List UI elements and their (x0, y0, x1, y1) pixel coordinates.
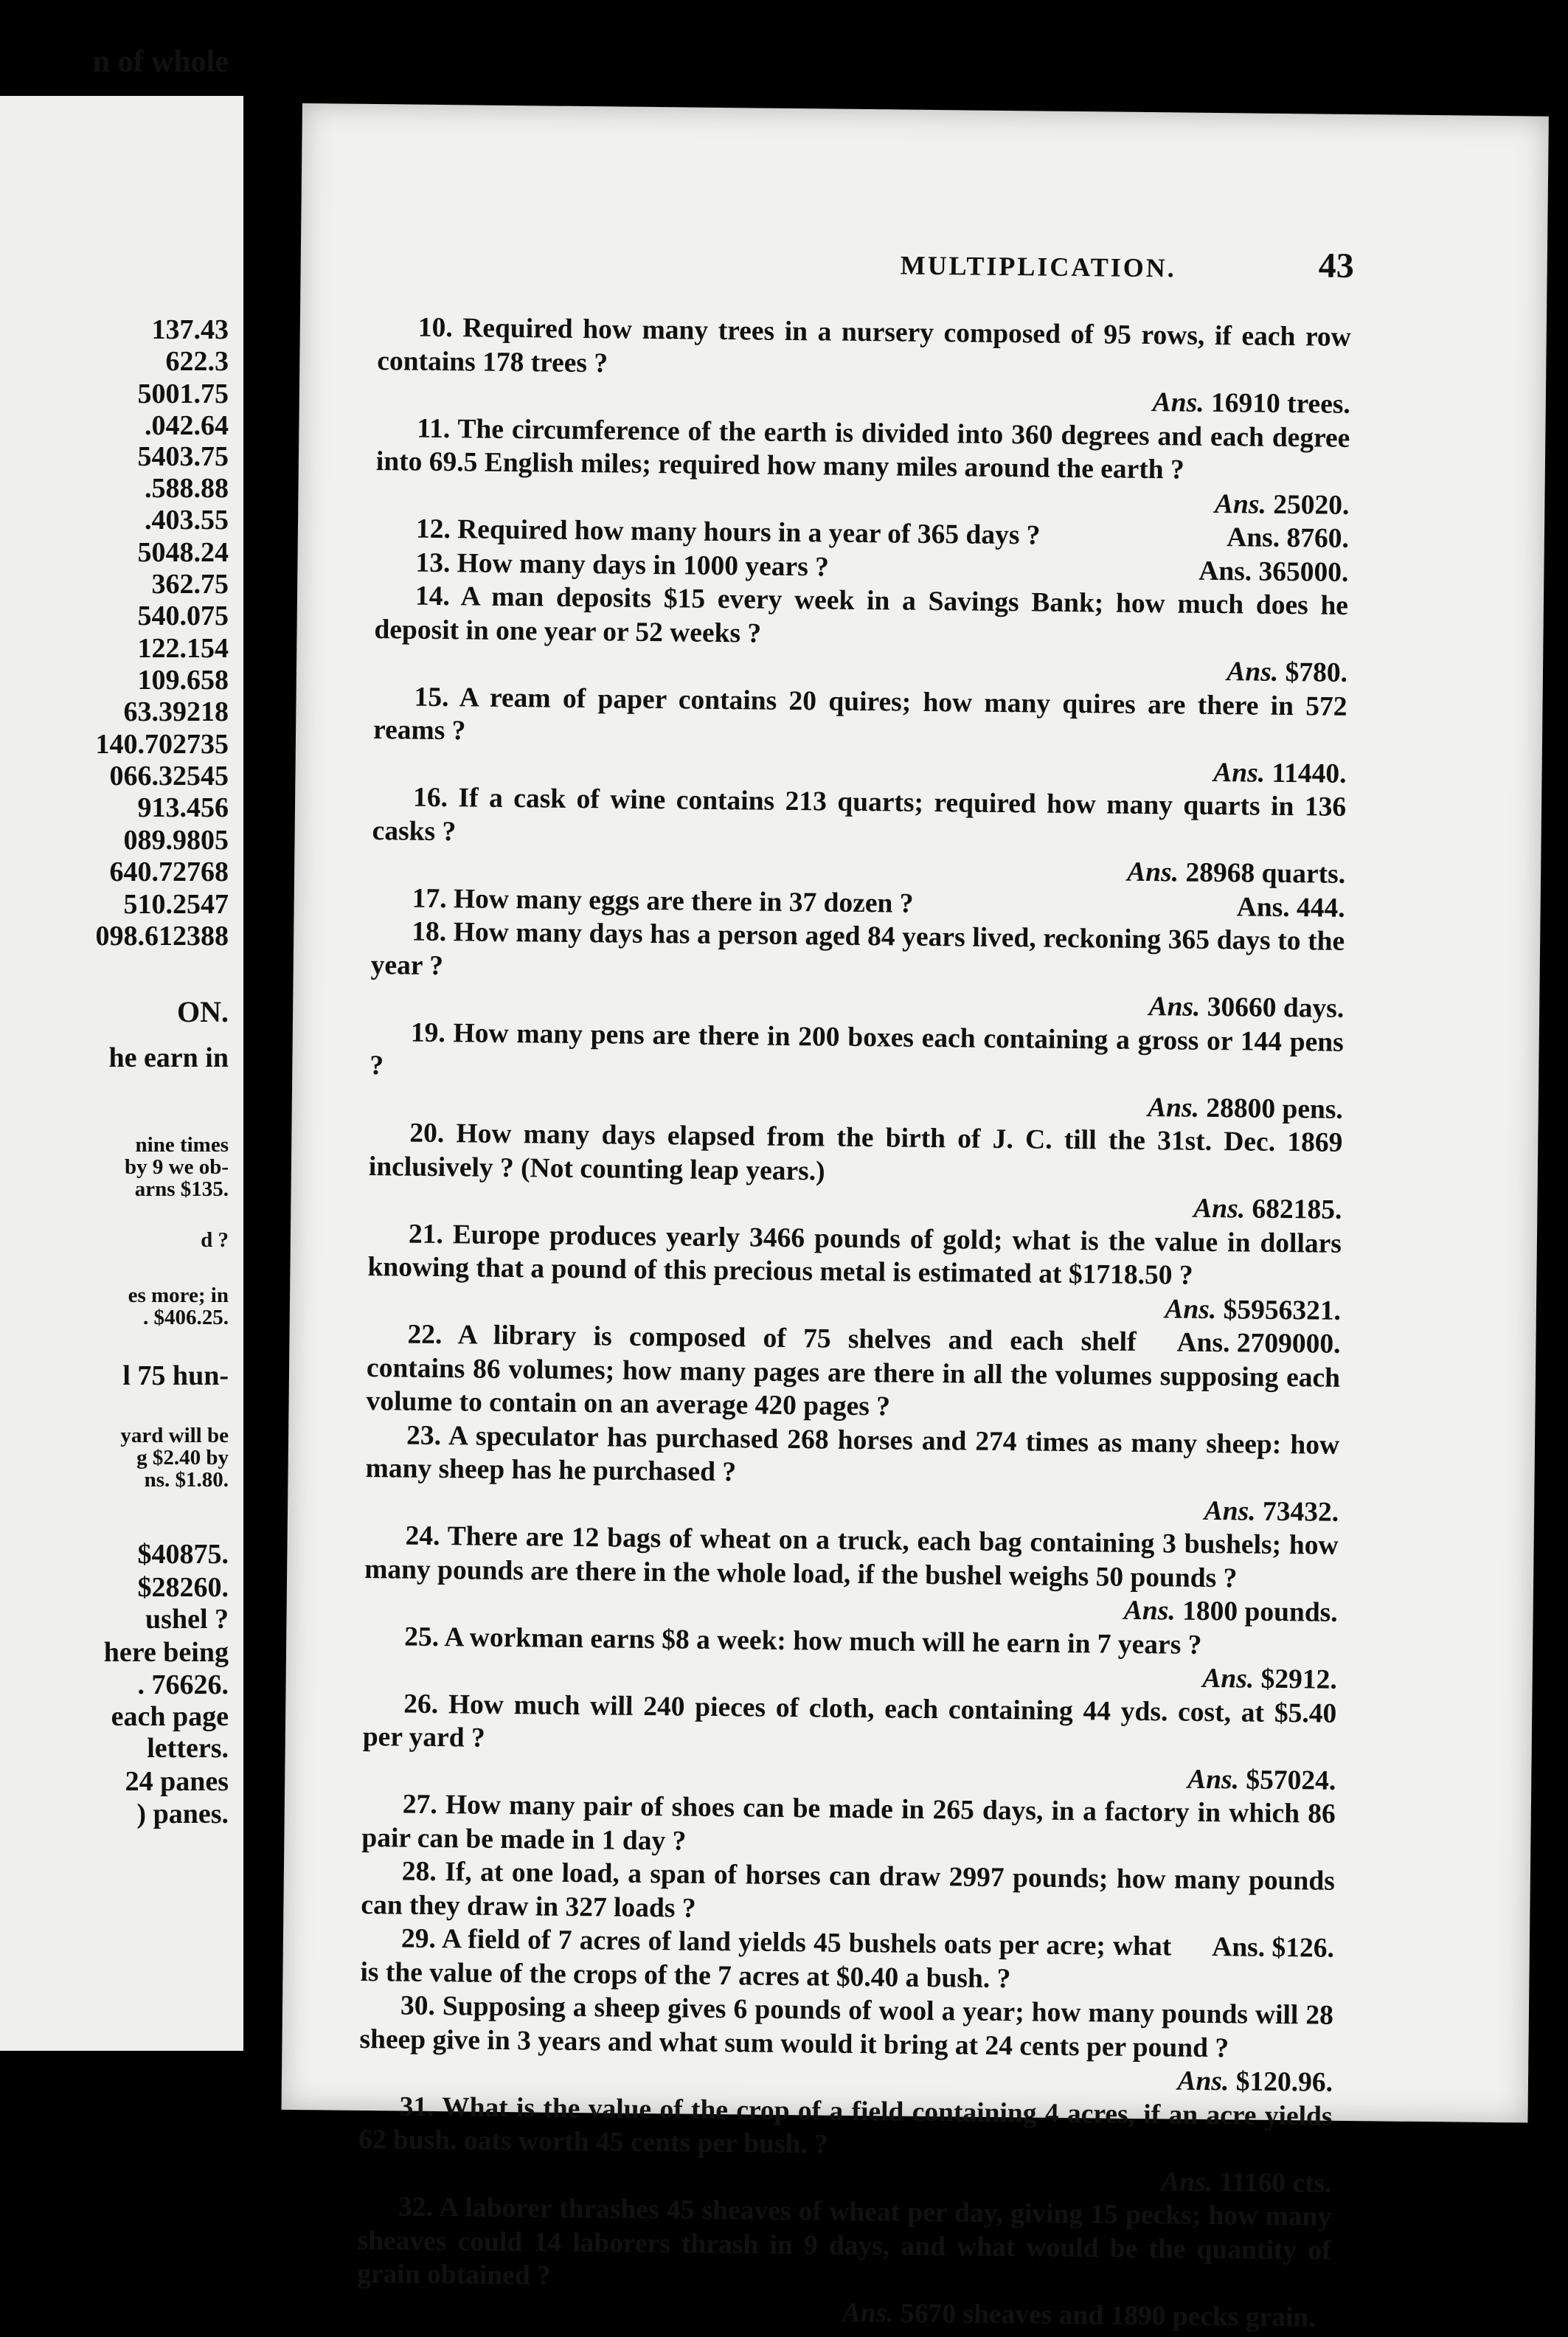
left-page-line: ushel ? (145, 1604, 229, 1635)
answer-value: $126. (1272, 1932, 1335, 1964)
answer-value: $780. (1285, 657, 1348, 688)
right-page (282, 103, 1549, 2333)
answer-value: 11440. (1272, 758, 1347, 789)
answer-value: 16910 trees. (1210, 387, 1351, 420)
left-page-line: 510.2547 (123, 889, 229, 920)
problem-item (362, 1686, 1336, 1797)
left-page-line: 109.658 (137, 665, 229, 696)
problem-text: 11. The circumference of the earth is divided into 360 degrees and each degree into 69.5 English miles; required how many miles around the earth ? (375, 413, 1350, 485)
answer-value: 11160 cts. (1219, 2167, 1332, 2199)
problem-item (361, 1787, 1336, 1865)
problem-item (368, 1116, 1342, 1227)
problem-item (358, 2089, 1332, 2200)
left-page-line: yard will be (120, 1424, 229, 1447)
left-page-line: 140.702735 (95, 729, 229, 760)
answer-label: Ans. (1127, 856, 1179, 888)
answer-value: $57024. (1246, 1765, 1336, 1796)
left-page-line: 540.075 (137, 600, 229, 631)
left-page-line: 089.9805 (123, 825, 229, 856)
left-page-line: letters. (147, 1733, 229, 1764)
problem-item (374, 579, 1348, 690)
answer-value: 682185. (1252, 1194, 1342, 1225)
left-page-line: here being (103, 1637, 229, 1668)
problem-list (356, 311, 1351, 2335)
problem-text: 21. Europe produces yearly 3466 pounds of gold; what is the value in dollars knowing that a pound of this precious metal is estimated at $1718.50 ? (367, 1219, 1342, 1291)
problem-text: 25. A workman earns $8 a week: how much will he earn in 7 years ? (404, 1621, 1202, 1661)
problem-text: 22. A library is composed of 75 shelves and each shelf contains 86 volumes; how many pages are there in all the volumes supposing each volume to contain on an average 420 pages ? (366, 1319, 1341, 1422)
answer-value: 25020. (1273, 489, 1350, 521)
problem-item (366, 1318, 1340, 1428)
left-page-line: arns $135. (134, 1177, 229, 1201)
answer-label: Ans. (1204, 1495, 1256, 1527)
left-page-line: .403.55 (145, 505, 229, 536)
answer-label: Ans. (1227, 657, 1279, 688)
left-page-fragment (0, 45, 243, 2051)
left-page-line: $40875. (137, 1539, 229, 1570)
problem-item (365, 1419, 1339, 1529)
left-page-line: 362.75 (151, 569, 229, 600)
answer-label: Ans. (1187, 1764, 1240, 1795)
left-page-line: 122.154 (137, 633, 229, 664)
page-number: 43 (1318, 246, 1355, 285)
answer-label: Ans. (1202, 1663, 1255, 1694)
left-page-line: 913.456 (137, 792, 229, 823)
left-page-line: he earn in (108, 1042, 229, 1073)
answer-value: 28800 pens. (1206, 1093, 1344, 1125)
problem-item (364, 1619, 1338, 1697)
problem-answer (356, 2291, 1330, 2334)
left-page-line: 622.3 (165, 346, 229, 377)
problem-item (367, 1217, 1342, 1328)
problem-item (356, 2190, 1331, 2335)
left-page-line: 5001.75 (137, 378, 229, 409)
left-page-line: 5048.24 (137, 537, 229, 568)
answer-label: Ans. (1148, 991, 1201, 1022)
left-page-line: .588.88 (145, 473, 229, 504)
left-page-line: 066.32545 (109, 761, 229, 792)
left-page-line: es more; in (128, 1284, 229, 1307)
answer-value: 8760. (1286, 523, 1350, 554)
answer-label: Ans. (842, 2297, 894, 2329)
problem-item (370, 915, 1345, 1025)
answer-label: Ans. (1227, 522, 1280, 553)
problem-answer (1196, 890, 1345, 925)
problem-text: 15. A ream of paper contains 20 quires; how many quires are there in 572 reams ? (372, 682, 1347, 747)
left-page-line: n of whole (92, 45, 229, 79)
problem-item (359, 1989, 1333, 2099)
answer-value: 2709000. (1236, 1328, 1341, 1360)
left-page-line: g $2.40 by (136, 1446, 229, 1469)
answer-value: 444. (1296, 892, 1345, 924)
left-page-line: d ? (201, 1228, 229, 1252)
problem-answer (1136, 1326, 1340, 1361)
answer-value: 1800 pounds. (1182, 1596, 1338, 1628)
answer-label: Ans. (1165, 1293, 1217, 1325)
answer-label: Ans. (1193, 1193, 1246, 1225)
problem-item (361, 1855, 1335, 1932)
left-page-line: ON. (177, 995, 229, 1028)
left-page-line: each page (111, 1701, 229, 1732)
problem-text: 24. There are 12 bags of wheat on a truck, each bag containing 3 bushels; how many pounds are there in the whole load, if the bushel weighs 50 pounds ? (364, 1520, 1339, 1593)
left-page-line: . 76626. (137, 1669, 229, 1700)
problem-text: 13. How many days in 1000 years ? (415, 547, 830, 583)
problem-answer (1171, 1930, 1334, 1965)
problem-item (360, 1922, 1334, 1999)
problem-text: 20. How many days elapsed from the birth of J. C. till the 31st. Dec. 1869 inclusively ? (Not counting leap years.) (368, 1118, 1343, 1186)
problem-text: 29. A field of 7 acres of land yields 45 bushels oats per acre; what is the value of the crops of the 7 acres at $0.40 a bush. ? (360, 1923, 1172, 1994)
answer-value: 5670 sheaves and 1890 pecks grain. (900, 2298, 1316, 2333)
left-page-line: . $406.25. (143, 1306, 229, 1329)
problem-text: 16. If a cask of wine contains 213 quarts; required how many quarts in 136 casks ? (372, 782, 1347, 847)
left-page-line: 5403.75 (137, 441, 229, 472)
answer-label: Ans. (1177, 2066, 1229, 2097)
answer-label: Ans. (1147, 1092, 1200, 1124)
answer-label: Ans. (1152, 387, 1204, 418)
problem-text: 19. How many pens are there in 200 boxes each containing a gross or 144 pens ? (370, 1017, 1344, 1081)
answer-label: Ans. (1214, 488, 1267, 520)
problem-item (372, 680, 1347, 791)
problem-text: 10. Required how many trees in a nursery composed of 95 rows, if each row contains 178 trees ? (377, 312, 1351, 378)
problem-text: 28. If, at one load, a span of horses can draw 2997 pounds; how many pounds can they draw in 327 loads ? (361, 1856, 1336, 1924)
problem-text: 17. How many eggs are there in 37 dozen ? (412, 883, 914, 919)
problem-text: 23. A speculator has purchased 268 horses and 274 times as many sheep: how many sheep has he purchased ? (365, 1420, 1340, 1488)
problem-answer (1186, 521, 1349, 556)
answer-value: $120.96. (1235, 2066, 1333, 2098)
answer-label: Ans. (1123, 1595, 1176, 1627)
answer-value: $5956321. (1223, 1294, 1342, 1326)
left-page-line: $28260. (137, 1572, 229, 1603)
problem-item (372, 780, 1346, 891)
problem-answer (1158, 554, 1349, 589)
problem-text: 31. What is the value of the crop of a field containing 4 acres, if an acre yields 62 bush. oats worth 45 cents per bush. ? (358, 2091, 1333, 2160)
problem-text: 27. How many pair of shoes can be made in 265 days, in a factory in which 86 pair can be made in 1 day ? (361, 1789, 1336, 1857)
left-page-line: 63.39218 (123, 696, 229, 727)
answer-label: Ans. (1198, 555, 1252, 587)
problem-text: 14. A man deposits $15 every week in a Savings Bank; how much does he deposit in one year or 52 weeks ? (374, 581, 1349, 649)
running-header: MULTIPLICATION. (900, 250, 1176, 283)
problem-item (375, 412, 1350, 522)
problem-item (364, 1519, 1338, 1630)
left-page-line: .042.64 (145, 410, 229, 441)
left-page-line: 098.612388 (95, 921, 229, 952)
problem-text: 18. How many days has a person aged 84 years lived, reckoning 365 days to the year ? (370, 916, 1345, 981)
problem-text: 30. Supposing a sheep gives 6 pounds of wool a year; how many pounds will 28 sheep give in 3 years and what sum would it bring at 24 cents per pound ? (359, 1990, 1334, 2063)
answer-value: 30660 days. (1207, 991, 1345, 1024)
answer-label: Ans. (1176, 1327, 1230, 1359)
problem-item (370, 1016, 1344, 1126)
left-page-line: 137.43 (151, 314, 229, 345)
answer-label: Ans. (1213, 757, 1266, 789)
problem-text: 12. Required how many hours in a year of 365 days ? (415, 513, 1041, 551)
answer-value: 73432. (1262, 1496, 1339, 1528)
left-page-line: ns. $1.80. (144, 1468, 229, 1492)
left-page-line: by 9 we ob- (125, 1155, 229, 1179)
answer-value: 28968 quarts. (1185, 857, 1346, 890)
left-page-line: ) panes. (136, 1798, 229, 1829)
answer-value: $2912. (1260, 1663, 1337, 1695)
left-page-line: 640.72768 (109, 856, 229, 887)
left-page-line: 24 panes (125, 1766, 229, 1797)
answer-label: Ans. (1236, 891, 1290, 923)
answer-label: Ans. (1161, 2166, 1213, 2198)
problem-text: 32. A laborer thrashes 45 sheaves of wheat per day, giving 15 pecks; how many sheaves could 14 laborers thrash in 9 days, and what would be the quantity of grain obtained ? (356, 2192, 1332, 2291)
answer-label: Ans. (1212, 1932, 1266, 1963)
left-page-line: l 75 hun- (122, 1360, 229, 1391)
problem-item (377, 311, 1351, 421)
left-page-line: nine times (135, 1133, 229, 1157)
answer-value: 365000. (1258, 556, 1349, 588)
problem-text: 26. How much will 240 pieces of cloth, each containing 44 yds. cost, at $5.40 per yard ? (362, 1689, 1337, 1753)
